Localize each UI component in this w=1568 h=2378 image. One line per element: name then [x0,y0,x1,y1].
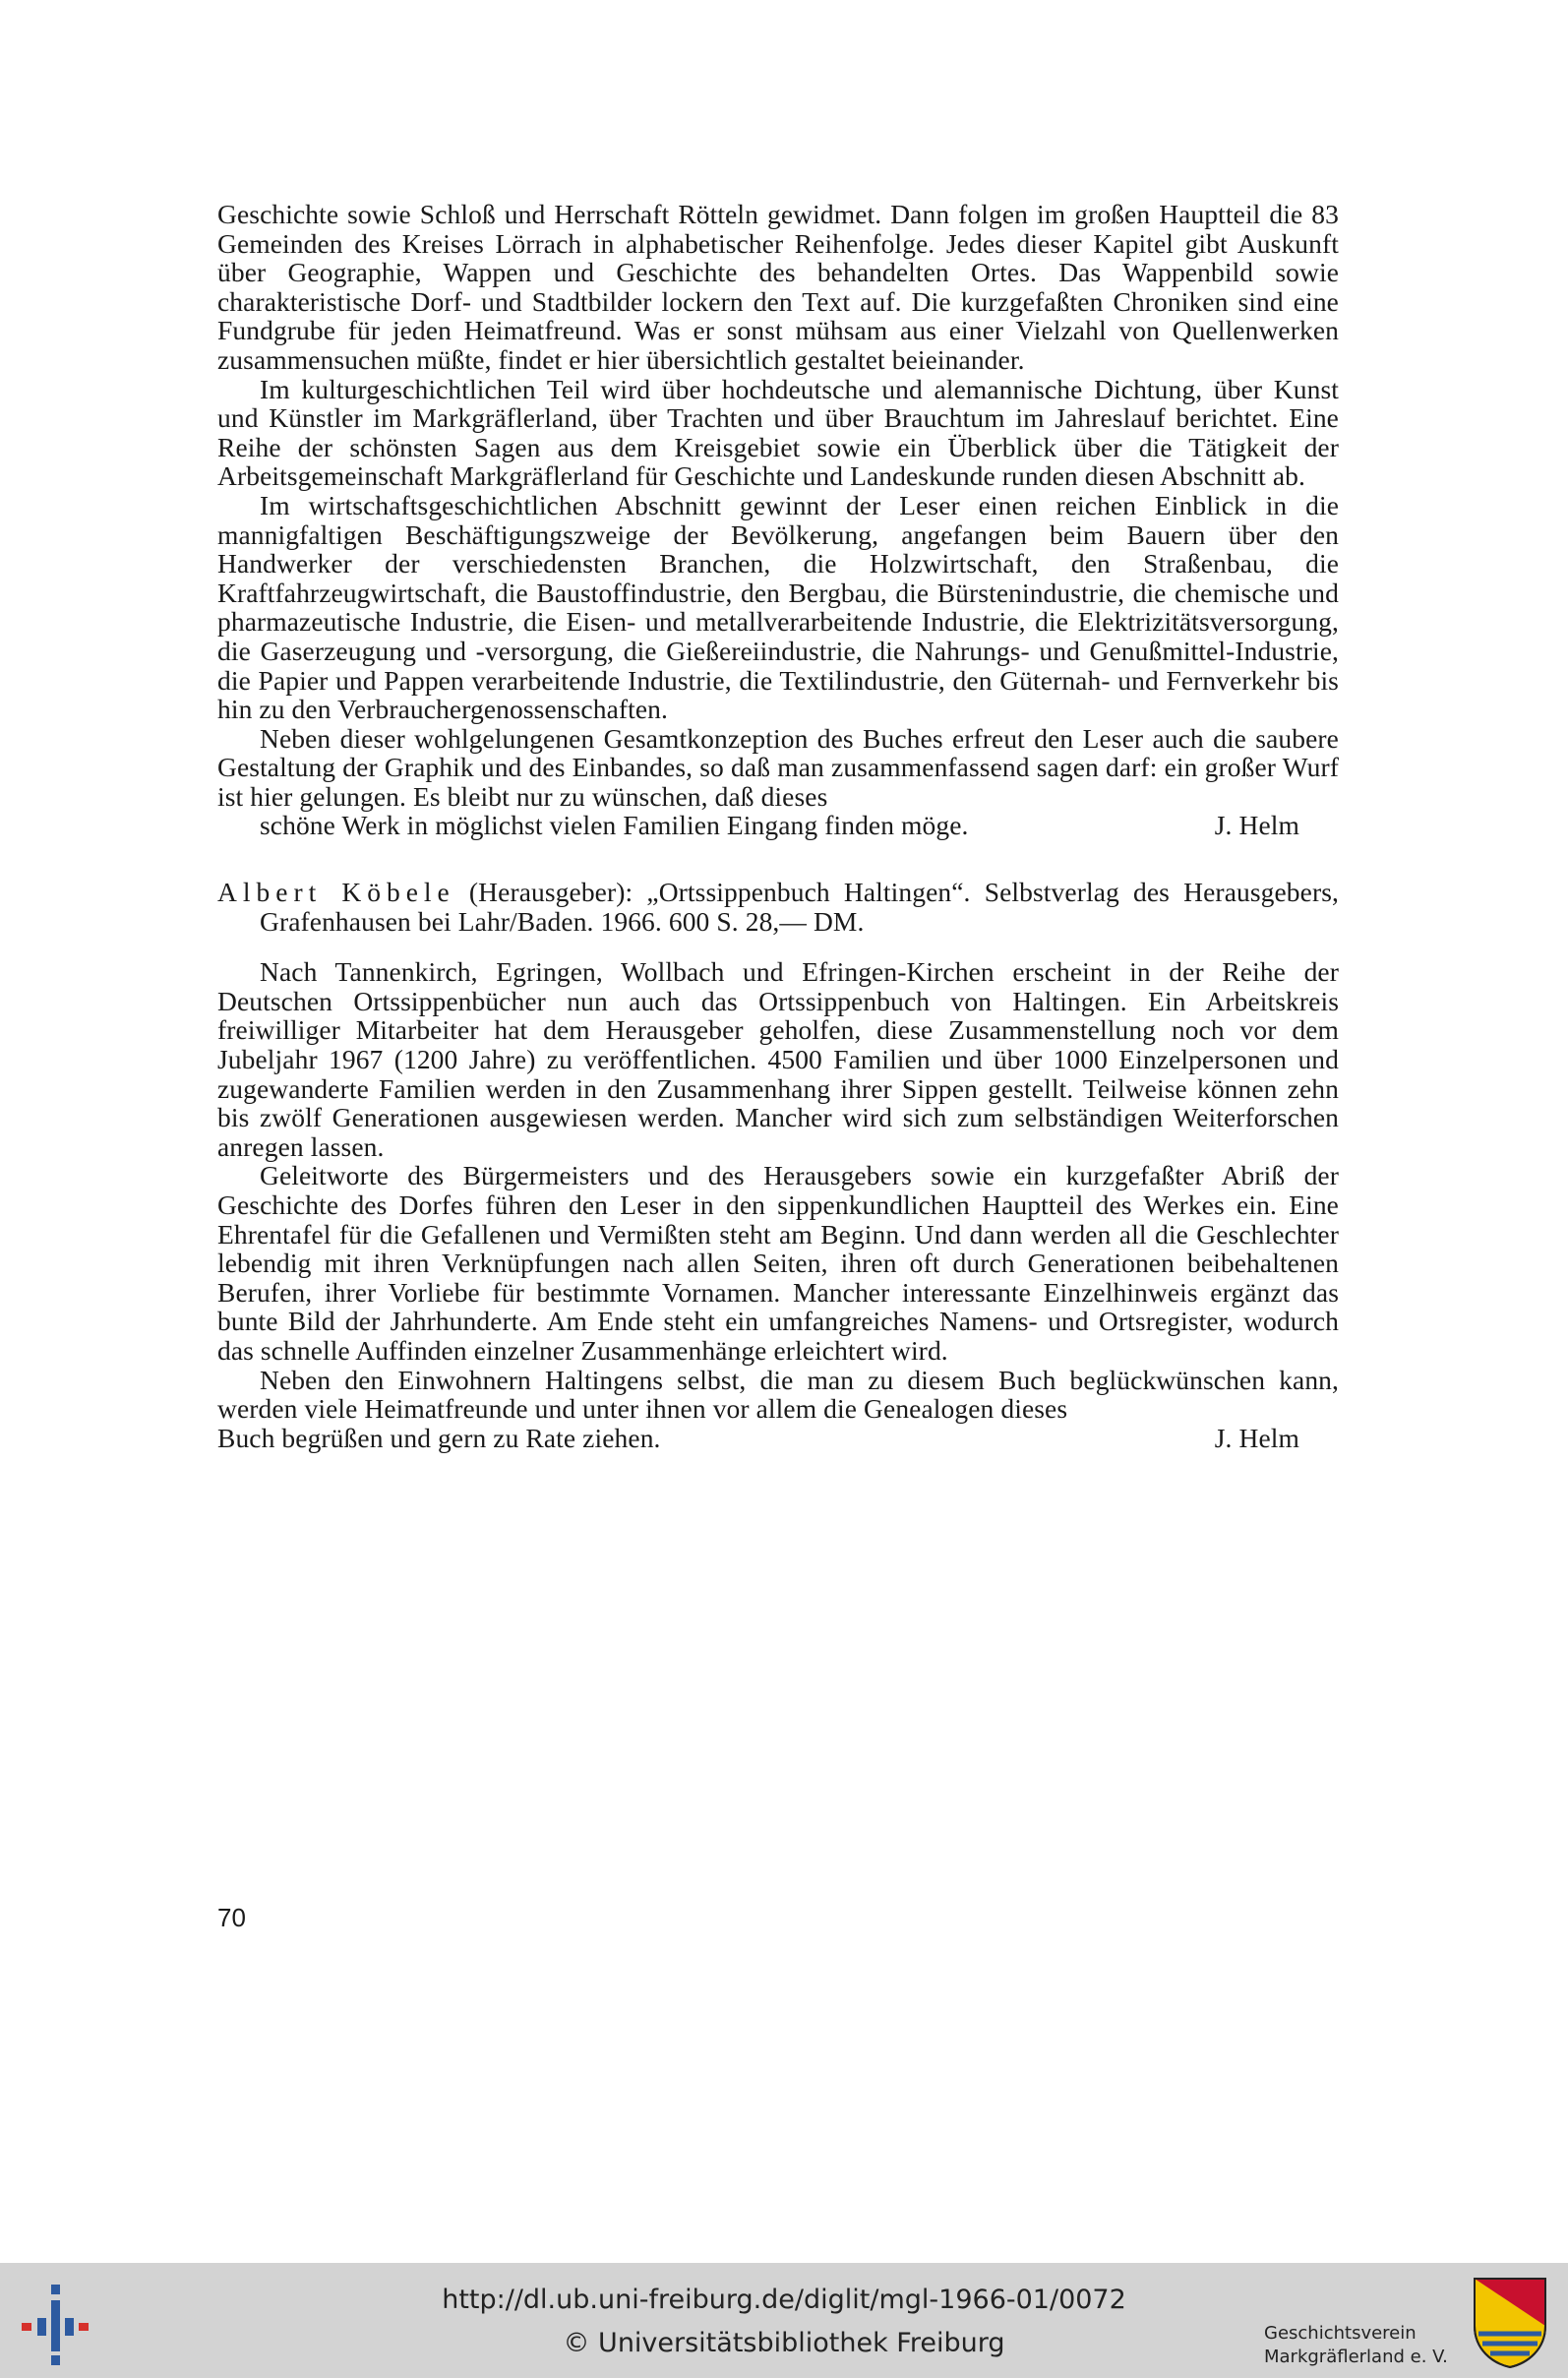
paragraph: Geschichte sowie Schloß und Herrschaft Rötteln gewidmet. Dann folgen im großen Hauptteil die 83 Gemeinden des Kreises Lörrach in alphabetischer Reihenfolge. Jedes dieser Kapitel gibt Auskunft über Geographie, Wappen und Geschichte des behandelten Ortes. Das Wappenbild sowie charakteristische Dorf- und Stadtbilder lockern den Text auf. Die kurzgefaßten Chroniken sind eine Fundgrube für jeden Heimatfreund. Was er sonst mühsam aus einer Vielzahl von Quellenwerken zusammensuchen müßte, findet er hier übersichtlich gestaltet beieinander. [217,199,1339,375]
permalink-url[interactable]: http://dl.ub.uni-freiburg.de/diglit/mgl-1966-01/0072 [442,2285,1126,2315]
paragraph-last-line: schöne Werk in möglichst vielen Familien Eingang finden möge. [260,810,969,841]
paragraph: Im kulturgeschichtlichen Teil wird über hochdeutsche und alemannische Dichtung, über Kunst und Künstler im Markgräflerland, über Trachten und über Brauchtum im Jahreslauf berichtet. Eine Reihe der schönsten Sagen aus dem Kreisgebiet sowie ein Überblick über die Tätigkeit der Arbeitsgemeinschaft Markgräflerland für Geschichte und Landeskunde runden diesen Abschnitt ab. [217,373,1339,492]
paragraph: Geleitworte des Bürgermeisters und des Herausgebers sowie ein kurzgefaßter Abriß der Geschichte des Dorfes führen den Leser in den sippenkundlichen Hauptteil des Werkes ein. Eine Ehrentafel für die Gefallenen und Vermißten steht am Beginn. Und dann werden all die Geschlechter lebendig mit ihren Verknüpfungen nach allen Seiten, ihren oft durch Generationen beibehaltenen Berufen, ihrer Vorliebe für bestimmte Vornamen. Mancher interessante Einzelhinweis ergänzt das bunte Bild der Jahrhunderte. Am Ende steht ein umfangreiches Namens- und Ortsregister, wodurch das schnelle Auffinden einzelner Zusammenhänge erleichtert wird. [217,1160,1339,1366]
paragraph: Neben dieser wohlgelungenen Gesamtkonzeption des Buches erfreut den Leser auch die saubere Gestaltung der Graphik und des Einbandes, so daß man zusammenfassend sagen darf: ein großer Wurf ist hier gelungen. Es bleibt nur zu wünschen, daß dieses [217,722,1339,812]
bib-details: (Herausgeber): „Ortssippenbuch Haltingen“. Selbstverlag des Herausgebers, Grafenhausen bei Lahr/Baden. 1966. 600 S. 28,— DM. [260,877,1339,937]
signature: J. Helm [1214,1422,1299,1453]
paragraph: Nach Tannenkirch, Egringen, Wollbach und Efringen-Kirchen erscheint in der Reihe der Deutschen Ortssippenbücher nun auch das Ortssippenbuch von Haltingen. Ein Arbeitskreis freiwilliger Mitarbeiter hat dem Herausgeber geholfen, diese Zusammenstellung noch vor dem Jubeljahr 1967 (1200 Jahre) zu veröffentlichen. 4500 Familien und über 1000 Einzelpersonen und zugewanderte Familien werden in den Zusammenhang ihrer Sippen gestellt. Teilweise können zehn bis zwölf Generationen ausgewiesen werden. Mancher wird sich zum selbständigen Weiterforschen anregen lassen. [217,956,1339,1162]
signature-line [217,811,1339,840]
page-number: 70 [217,1903,246,1932]
signature-line [217,1424,1339,1453]
copyright-notice: © Universitätsbibliothek Freiburg [563,2328,1005,2358]
paragraph-last-line: Buch begrüßen und gern zu Rate ziehen. [217,1422,661,1453]
review-text-block [217,200,1339,1452]
paragraph: Im wirtschaftsgeschichtlichen Abschnitt gewinnt der Leser einen reichen Einblick in die mannigfaltigen Beschäftigungszweige der Bevölkerung, angefangen beim Bauern über den Handwerker der verschiedensten Branchen, die Holzwirtschaft, den Straßenbau, die Kraftfahrzeugwirtschaft, die Baustoffindustrie, den Bergbau, die Bürstenindustrie, die chemische und pharmazeutische Industrie, die Eisen- und metallverarbeitende Industrie, die Elektrizitätsversorgung, die Gaserzeugung und -versorgung, die Gießereiindustrie, die Nahrungs- und Genußmittel-Industrie, die Papier und Pappen verarbeitende Industrie, die Textilindustrie, den Güternah- und Fernverkehr bis hin zu den Verbrauchergenossenschaften. [217,489,1339,725]
bib-author: Albert Köbele [217,877,455,908]
viewer-footer [0,2263,1568,2378]
paragraph: Neben den Einwohnern Haltingens selbst, die man zu diesem Buch beglückwünschen kann, werden viele Heimatfreunde und unter ihnen vor allem die Genealogen dieses [217,1364,1339,1425]
society-name: Geschichtsverein Markgräflerland e. V. [1264,2323,1448,2367]
signature: J. Helm [1214,810,1299,841]
bibliographic-entry [217,878,1339,936]
coat-of-arms-icon [1471,2275,1549,2369]
